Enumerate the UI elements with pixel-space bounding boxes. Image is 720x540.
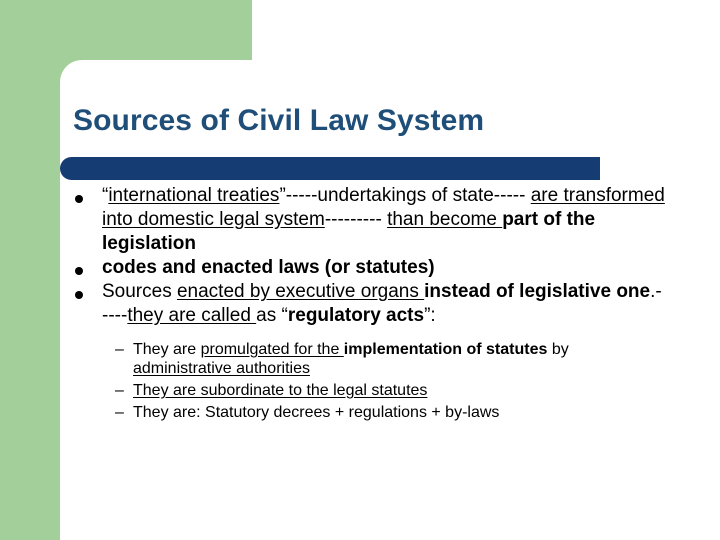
text-run: international treaties [108,185,280,206]
slide-title: Sources of Civil Law System [73,104,485,137]
sub-bullet-item-2 [115,381,665,400]
text-run: .----- [102,281,662,326]
text-run: “ [102,185,109,206]
text-run: administrative authorities [133,360,310,377]
dash-marker-icon: – [115,404,124,421]
sub-bullet-text [133,382,427,399]
sub-bullet-text [133,404,499,421]
text-run: are transformed into domestic legal system [102,185,665,230]
text-run: They are subordinate to the legal statutes [133,382,428,399]
text-run: as “ [256,305,288,326]
bullet-list [75,184,665,425]
sub-bullet-text [133,341,569,377]
bullet-dot-icon [75,267,83,275]
text-run: promulgated for the [200,341,344,358]
sub-bullet-item-3 [115,403,665,422]
text-run: ”-----undertakings of state----- [279,185,526,206]
text-run: implementation of statutes [343,341,548,358]
bullet-dot-icon [75,195,83,203]
bullet-text [102,281,662,326]
sub-bullet-item-1 [115,340,665,378]
text-run: Sources [102,281,177,302]
dash-marker-icon: – [115,382,124,399]
bullet-dot-icon [75,291,83,299]
bullet-item-3 [75,280,665,328]
text-run: They are [133,341,201,358]
text-run: instead of legislative one [424,281,651,302]
text-run: enacted by executive organs [176,281,425,302]
text-run: They are: Statutory decrees + regulations + by-laws [133,404,500,421]
title-divider-bar [60,157,600,180]
bullet-text [102,257,435,278]
text-run: codes and enacted laws (or statutes) [102,257,435,278]
bullet-item-2 [75,256,665,280]
text-run: than become [387,209,503,230]
text-run: ”: [424,305,436,326]
green-left-band [0,0,60,540]
text-run: part of the legislation [102,209,596,254]
bullet-item-1 [75,184,665,256]
dash-marker-icon: – [115,341,124,358]
text-run: they are called [127,305,257,326]
text-run: regulatory acts [287,305,425,326]
sub-bullet-list [115,340,665,422]
text-run: by [547,341,569,358]
text-run: --------- [324,209,388,230]
bullet-text [102,185,665,254]
